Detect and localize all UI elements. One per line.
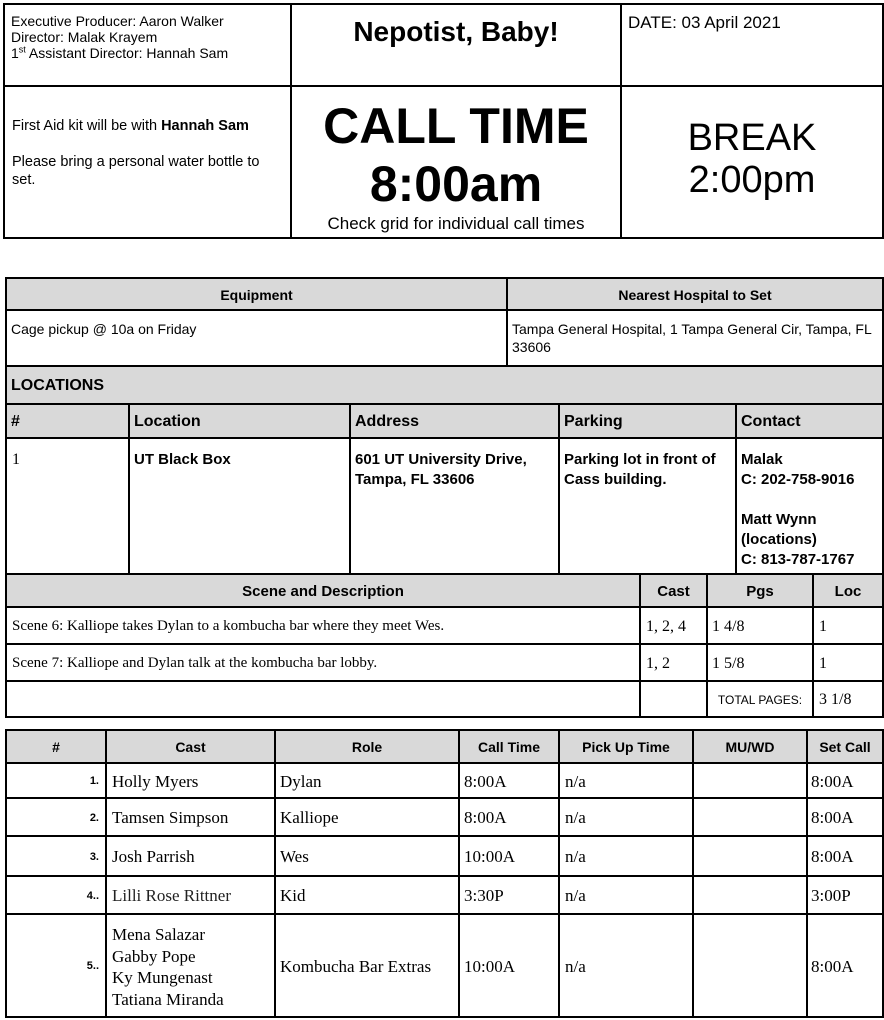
director: Director: Malak Krayem [11,29,158,45]
cast-row-4-cast: Lilli Rose Rittner [105,875,276,915]
loc-col-parking: Parking [558,403,737,439]
shoot-date: DATE: 03 April 2021 [628,13,781,32]
crew-box [3,3,292,87]
scene-total-blank [5,680,641,718]
cast-row-1-set: 8:00A [806,762,884,799]
loc-row-num: 1 [5,437,130,575]
loc-col-contact: Contact [735,403,884,439]
scene-row-1-cast: 1, 2, 4 [639,606,708,645]
call-time-label: CALL TIME [323,98,589,154]
call-time-note: Check grid for individual call times [327,214,585,233]
scene-row-1-loc: 1 [812,606,884,645]
cast-row-5-cast [105,913,276,1018]
cast-row-2-pickup: n/a [558,797,694,837]
cast-col-cast: Cast [105,729,276,764]
cast-row-5-muwd [692,913,808,1018]
cast-row-5-call: 10:00A [458,913,560,1018]
cast-row-3-num: 3. [5,835,107,877]
cast-row-5-pickup: n/a [558,913,694,1018]
cast-col-num: # [5,729,107,764]
scene-row-2-desc: Scene 7: Kalliope and Dylan talk at the kombucha bar lobby. [5,643,641,682]
cast-row-1-muwd [692,762,808,799]
contact-1-phone: C: 202-758-9016 [741,471,855,488]
production-title: Nepotist, Baby! [353,16,559,47]
cast-row-3-role: Wes [274,835,460,877]
cast-extra-name: Mena Salazar [112,925,205,944]
cast-row-3-set: 8:00A [806,835,884,877]
loc-row-contact [735,437,884,575]
locations-title: LOCATIONS [5,365,884,405]
scene-col-cast: Cast [639,573,708,608]
title-box [290,3,622,87]
cast-row-5-set: 8:00A [806,913,884,1018]
total-pages-value: 3 1/8 [812,680,884,718]
cast-row-2-num: 2. [5,797,107,837]
scene-row-2-loc: 1 [812,643,884,682]
first-aid-note: First Aid kit will be with Hannah Sam [12,118,249,134]
loc-row-parking: Parking lot in front of Cass building. [558,437,737,575]
contact-2-name: Matt Wynn (locations) [741,511,817,548]
hospital-header: Nearest Hospital to Set [506,277,884,311]
cast-extra-name: Gabby Pope [112,946,196,966]
cast-row-5-num: 5.. [5,913,107,1018]
break-box [620,85,884,239]
cast-col-role: Role [274,729,460,764]
break-time: 2:00pm [688,159,816,201]
cast-row-4-num: 4.. [5,875,107,915]
cast-row-4-pickup: n/a [558,875,694,915]
cast-row-2-cast: Tamsen Simpson [105,797,276,837]
loc-row-address: 601 UT University Drive, Tampa, FL 33606 [349,437,560,575]
contact-1-name: Malak [741,451,783,468]
loc-col-location: Location [128,403,351,439]
notes-box [3,85,292,239]
cast-row-1-cast: Holly Myers [105,762,276,799]
scene-col-loc: Loc [812,573,884,608]
equipment-header: Equipment [5,277,508,311]
cast-row-1-pickup: n/a [558,762,694,799]
cast-row-2-role: Kalliope [274,797,460,837]
loc-col-num: # [5,403,130,439]
scene-row-2-cast: 1, 2 [639,643,708,682]
cast-extra-name: Ky Mungenast [112,968,213,987]
executive-producer: Executive Producer: Aaron Walker [11,13,224,29]
call-time-box [290,85,622,239]
cast-row-3-muwd [692,835,808,877]
cast-row-4-muwd [692,875,808,915]
cast-row-2-muwd [692,797,808,837]
scene-row-2-pgs: 1 5/8 [706,643,814,682]
break-label: BREAK [687,117,817,159]
scene-row-1-desc: Scene 6: Kalliope takes Dylan to a kombucha bar where they meet Wes. [5,606,641,645]
total-pages-label: TOTAL PAGES: [706,680,814,718]
cast-row-4-role: Kid [274,875,460,915]
equipment-value: Cage pickup @ 10a on Friday [5,309,508,367]
scene-total-blank-cast [639,680,708,718]
cast-row-2-call: 8:00A [458,797,560,837]
water-note: Please bring a personal water bottle to set. [12,154,260,188]
scene-col-desc: Scene and Description [5,573,641,608]
cast-col-call: Call Time [458,729,560,764]
scene-row-1-pgs: 1 4/8 [706,606,814,645]
cast-extra-name: Tatiana Miranda [112,989,224,1009]
cast-row-2-set: 8:00A [806,797,884,837]
call-time-value: 8:00am [369,156,543,212]
contact-2-phone: C: 813-787-1767 [741,551,855,568]
cast-row-1-call: 8:00A [458,762,560,799]
cast-row-1-role: Dylan [274,762,460,799]
cast-col-setcall: Set Call [806,729,884,764]
date-box [620,3,884,87]
cast-row-3-pickup: n/a [558,835,694,877]
cast-row-3-cast: Josh Parrish [105,835,276,877]
loc-row-location: UT Black Box [128,437,351,575]
assistant-director: 1st Assistant Director: Hannah Sam [11,44,229,61]
scene-col-pgs: Pgs [706,573,814,608]
cast-row-3-call: 10:00A [458,835,560,877]
hospital-value: Tampa General Hospital, 1 Tampa General Cir, Tampa, FL 33606 [506,309,884,367]
cast-row-4-set: 3:00P [806,875,884,915]
cast-row-1-num: 1. [5,762,107,799]
cast-col-pickup: Pick Up Time [558,729,694,764]
cast-col-muwd: MU/WD [692,729,808,764]
cast-row-5-role: Kombucha Bar Extras [274,913,460,1018]
loc-col-address: Address [349,403,560,439]
cast-row-4-call: 3:30P [458,875,560,915]
